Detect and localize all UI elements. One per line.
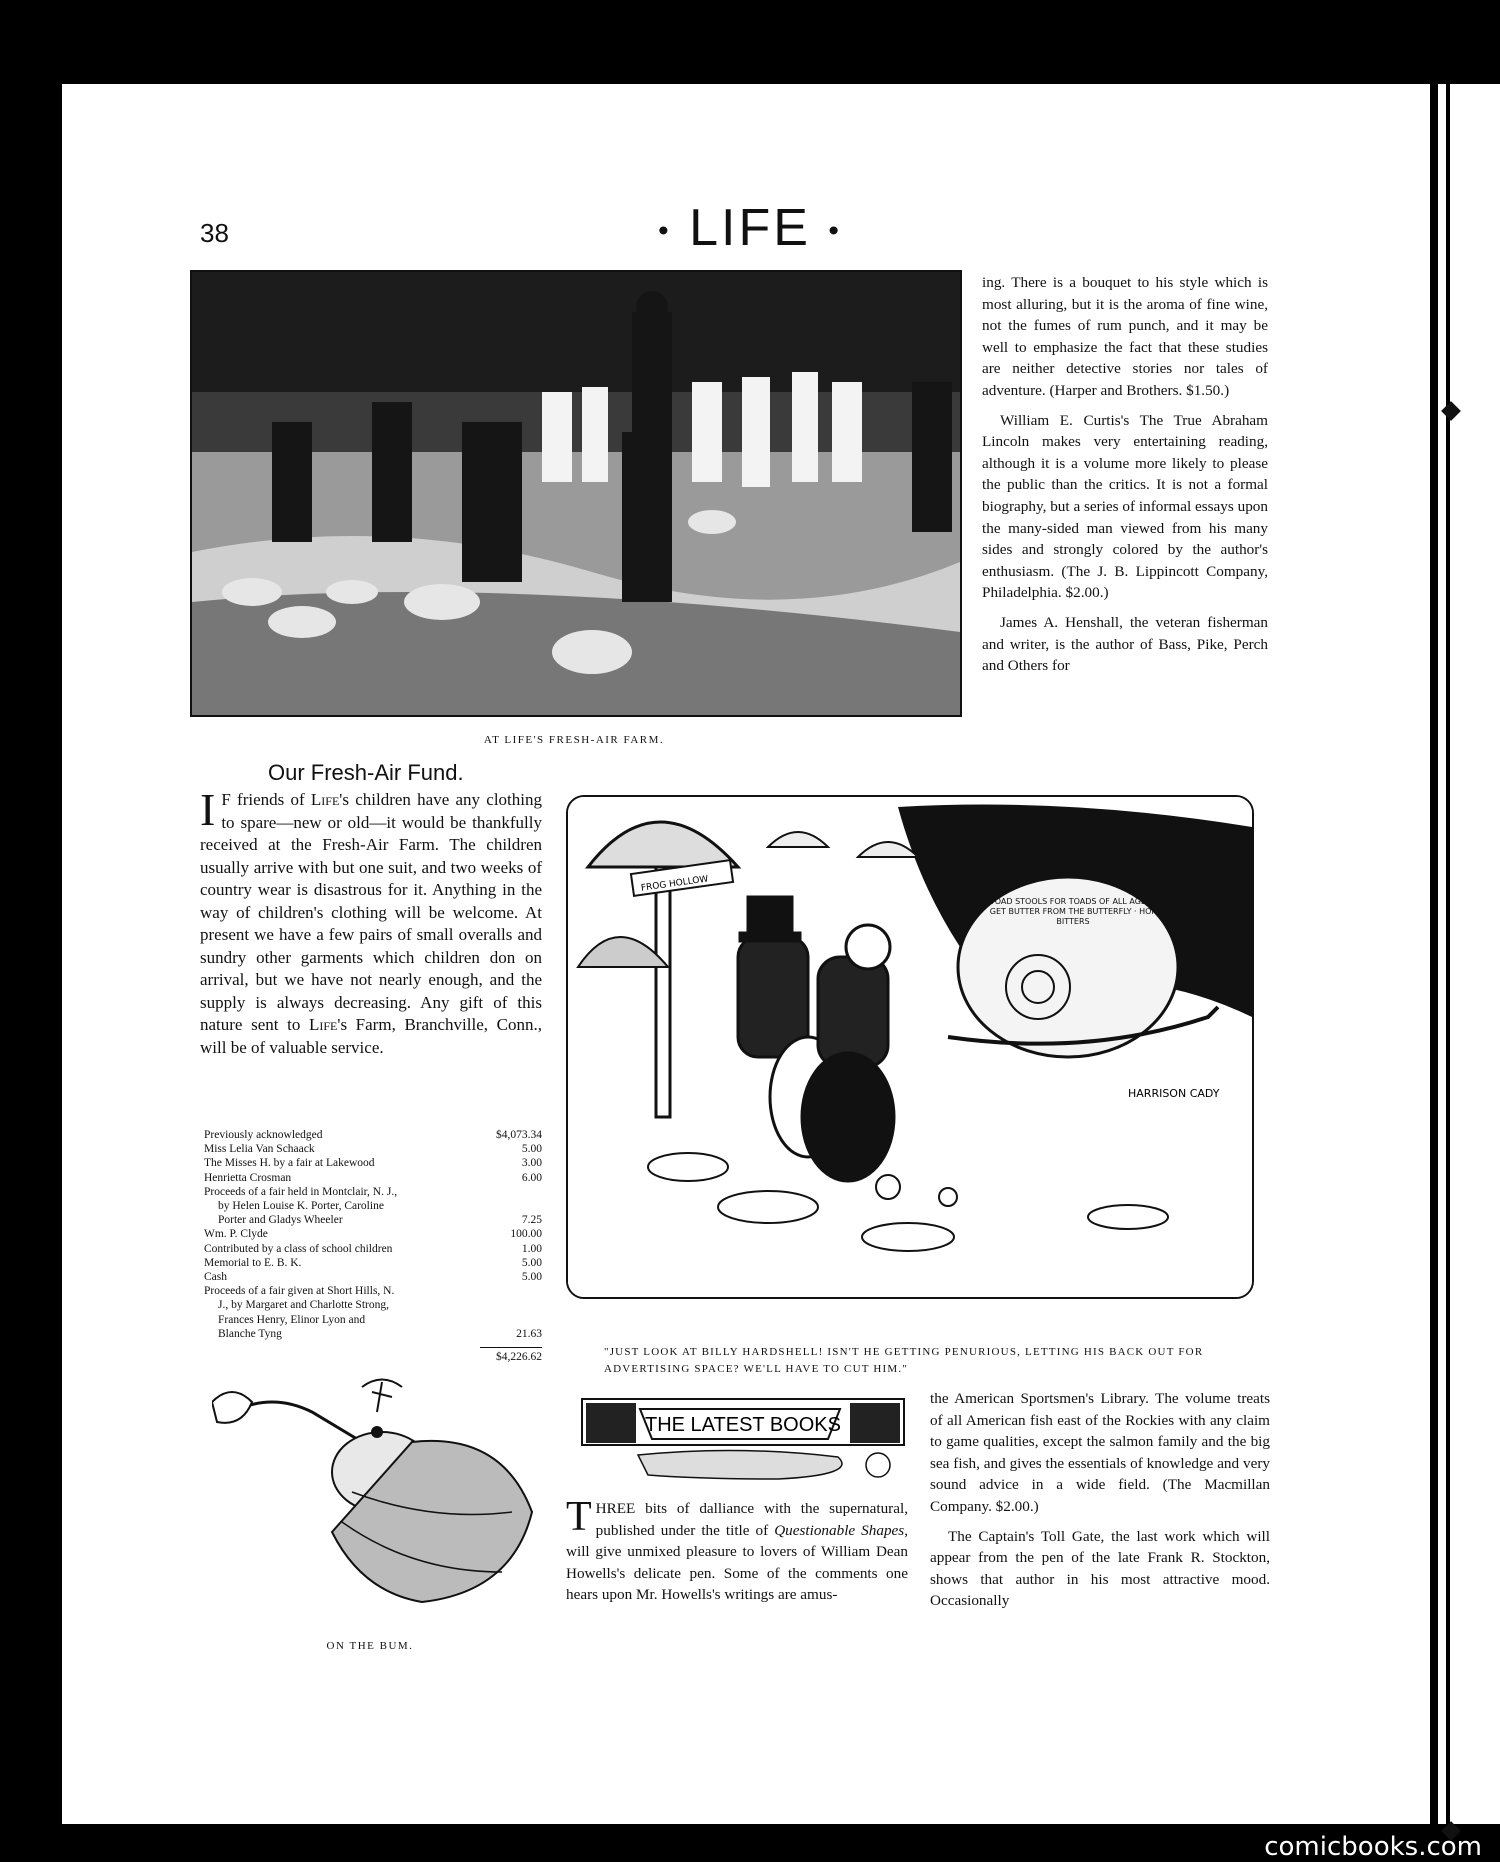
fund-text: 's children have any clothing to spare—new or old—it would be thankfully received at the Fresh-Air Farm. The children usually arrive with but one suit, and two weeks of country wear is disastrous for it. Anything in the way of children's clothing will be welcome. At present we have a few pairs of small overalls and sundry other garments which children don on arrival, but we have not nearly enough, and the supply is always decreasing. Any gift of this nature sent to bbox=[200, 790, 542, 1034]
site-watermark: comicbooks.com bbox=[1264, 1832, 1482, 1862]
review-column-far bbox=[930, 1388, 1270, 1612]
ledger-amount: 5.00 bbox=[521, 1271, 542, 1284]
drop-cap: T bbox=[566, 1494, 592, 1540]
ledger-row bbox=[204, 1270, 542, 1284]
ledger-row bbox=[204, 1313, 542, 1327]
ledger-label: Henrietta Crosman bbox=[204, 1171, 292, 1184]
life-small-caps: Life bbox=[308, 1015, 338, 1034]
ledger-amount: 100.00 bbox=[510, 1228, 542, 1241]
adjacent-page-edge bbox=[1450, 84, 1500, 1824]
ledger-label: Previously acknowledged bbox=[204, 1129, 323, 1141]
sleeping-man-drawing bbox=[212, 1372, 548, 1618]
cartoon-illustration bbox=[568, 797, 1252, 1297]
crowd-photo-image bbox=[192, 272, 960, 715]
fresh-air-farm-photo bbox=[190, 270, 962, 717]
review-column-middle bbox=[566, 1494, 909, 1606]
book-title: Questionable Shapes bbox=[774, 1521, 905, 1539]
ledger-row bbox=[204, 1185, 542, 1199]
review-paragraph: the American Sportsmen's Library. The volume treats of all American fish east of the Rockies with any claim to game qualities, except the salmon family and the big sea fish, and gives the essentials of knowledge and very sound advice in a wide field. (The Macmillan Company. $2.00.) bbox=[930, 1390, 1270, 1515]
masthead bbox=[0, 198, 1500, 258]
ledger-row bbox=[204, 1298, 542, 1312]
review-text: HREE bits of dalliance with the supernatural, published under the title of bbox=[595, 1500, 908, 1539]
life-small-caps: Life bbox=[310, 790, 340, 809]
ledger-label: Porter and Gladys Wheeler bbox=[218, 1214, 343, 1227]
banner-illustration bbox=[578, 1395, 908, 1481]
fund-article bbox=[200, 784, 542, 1059]
bullet-icon: • bbox=[658, 214, 672, 248]
ledger-row bbox=[204, 1142, 542, 1156]
ledger-amount: 5.00 bbox=[521, 1256, 542, 1269]
ledger-row bbox=[204, 1256, 542, 1270]
ledger-label: J., by Margaret and Charlotte Strong, bbox=[218, 1299, 389, 1312]
ledger-row bbox=[204, 1242, 542, 1256]
ledger-amount: 6.00 bbox=[521, 1171, 542, 1184]
drop-cap: I bbox=[200, 784, 216, 835]
on-the-bum-illustration bbox=[212, 1372, 548, 1618]
masthead-title: LIFE bbox=[689, 199, 811, 257]
review-text: , will give unmixed pleasure to lovers of William Dean Howells's delicate pen. Some of the comments one hears upon Mr. Howells's writings are amus- bbox=[566, 1521, 909, 1604]
ledger-amount: 3.00 bbox=[521, 1157, 542, 1170]
ledger-total: $4,226.62 bbox=[480, 1347, 542, 1364]
photo-caption: AT LIFE'S FRESH-AIR FARM. bbox=[483, 734, 665, 746]
ledger-label: Proceeds of a fair held in Montclair, N. J., bbox=[204, 1185, 398, 1198]
latest-books-banner bbox=[578, 1395, 908, 1481]
fund-text: 's Farm, Branchville, Conn., will be of valuable service. bbox=[200, 1015, 542, 1057]
page-gutter bbox=[1438, 84, 1446, 1824]
page-number: 38 bbox=[200, 218, 229, 248]
ledger-row bbox=[204, 1213, 542, 1227]
ledger-label: Memorial to E. B. K. bbox=[204, 1256, 302, 1269]
ledger-label: Wm. P. Clyde bbox=[204, 1228, 268, 1241]
ledger-label: The Misses H. by a fair at Lakewood bbox=[204, 1157, 375, 1170]
cartoon-caption: "JUST LOOK AT BILLY HARDSHELL! ISN'T HE GETTING PENURIOUS, LETTING HIS BACK OUT FOR ADVERTISING SPACE? WE'LL HAVE TO CUT HIM." bbox=[604, 1346, 1204, 1375]
fund-paragraph bbox=[200, 784, 542, 1059]
ledger-row bbox=[204, 1156, 542, 1170]
ledger-row bbox=[204, 1199, 542, 1213]
review-paragraph bbox=[566, 1494, 909, 1606]
donation-ledger bbox=[204, 1128, 542, 1364]
ledger-row bbox=[204, 1327, 542, 1341]
banner-title: THE LATEST BOOKS bbox=[645, 1414, 841, 1436]
ledger-label: Miss Lelia Van Schaack bbox=[204, 1143, 315, 1156]
signpost-text: FROG HOLLOW bbox=[640, 874, 710, 894]
ledger-amount: 21.63 bbox=[516, 1327, 542, 1340]
review-paragraph: The Captain's Toll Gate, the last work which will appear from the pen of the late Frank R. Stockton, shows that author in his most attractive mood. Occasionally bbox=[930, 1527, 1270, 1610]
ledger-label: Contributed by a class of school children bbox=[204, 1242, 393, 1255]
ledger-label: Proceeds of a fair given at Short Hills, N. bbox=[204, 1285, 395, 1298]
shell-advertisement: TOAD STOOLS FOR TOADS OF ALL AGES · GET BUTTER FROM THE BUTTERFLY · HOP BITTERS bbox=[989, 897, 1157, 926]
ledger-label: Blanche Tyng bbox=[218, 1327, 282, 1340]
ledger-label: Cash bbox=[204, 1271, 227, 1284]
ledger-row bbox=[204, 1284, 542, 1298]
ledger-amount: $4,073.34 bbox=[496, 1129, 542, 1141]
ledger-amount: 5.00 bbox=[521, 1143, 542, 1156]
ledger-row bbox=[204, 1128, 542, 1142]
review-paragraph: James A. Henshall, the veteran fisherman and writer, is the author of Bass, Pike, Perch and Others for bbox=[982, 613, 1268, 675]
fund-heading: Our Fresh-Air Fund. bbox=[268, 760, 464, 785]
ledger-row bbox=[204, 1171, 542, 1185]
bum-caption: ON THE BUM. bbox=[326, 1640, 414, 1652]
review-paragraph: ing. There is a bouquet to his style which is most alluring, but it is the aroma of fine wine, not the fumes of rum punch, and it may be well to emphasize the fact that these studies are neither detective stories nor tales of adventure. (Harper and Brothers. $1.50.) bbox=[982, 274, 1268, 399]
review-column-right bbox=[982, 272, 1268, 677]
bullet-icon: • bbox=[828, 214, 842, 248]
fund-text: F friends of bbox=[221, 790, 311, 809]
snail-cartoon bbox=[566, 795, 1254, 1299]
ledger-label: Frances Henry, Elinor Lyon and bbox=[218, 1313, 366, 1326]
ledger-label: by Helen Louise K. Porter, Caroline bbox=[218, 1200, 384, 1213]
ledger-amount: 7.25 bbox=[521, 1214, 542, 1227]
ledger-row bbox=[204, 1227, 542, 1241]
ledger-amount: 1.00 bbox=[521, 1242, 542, 1255]
artist-signature: HARRISON CADY bbox=[1128, 1087, 1220, 1100]
review-paragraph: William E. Curtis's The True Abraham Lincoln makes very entertaining reading, although it is a volume more likely to please the public than the critics. It is not a formal biography, but a series of informal essays upon the many-sided man viewed from his many sides and strongly colored by the author's enthusiasm. (The J. B. Lippincott Company, Philadelphia. $2.00.) bbox=[982, 411, 1268, 602]
